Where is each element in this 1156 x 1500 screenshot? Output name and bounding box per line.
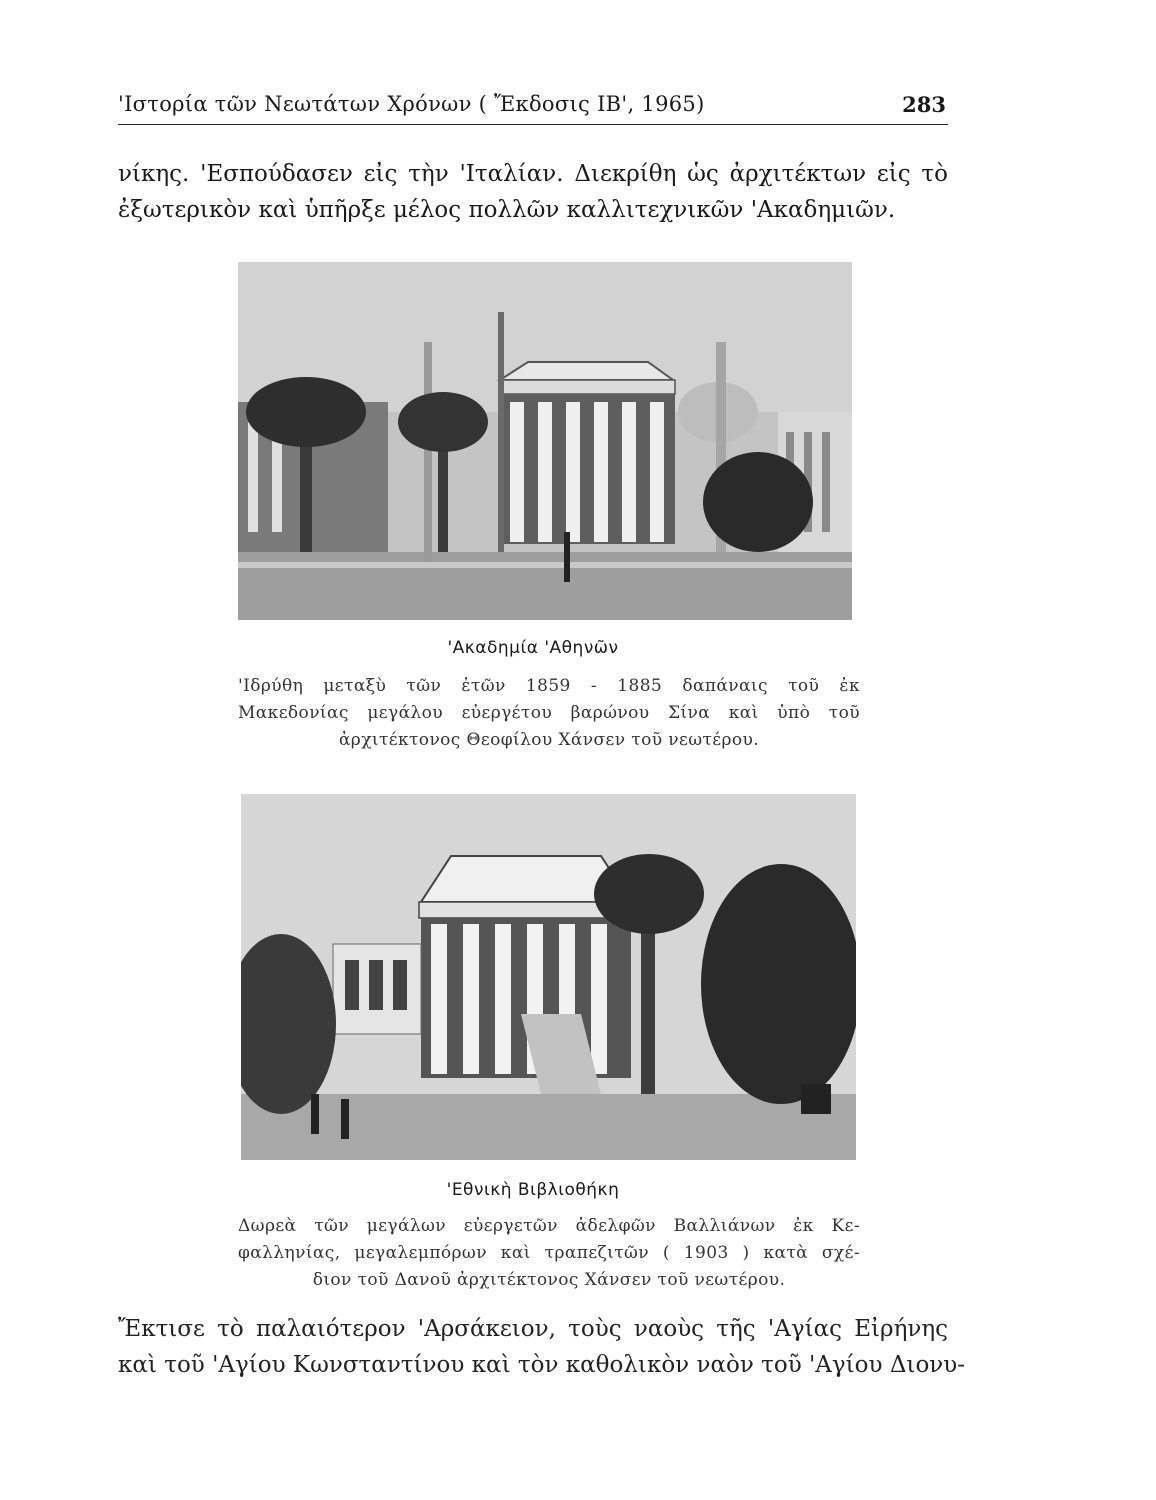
figure2-caption-line-3: διον τοῦ Δανοῦ ἀρχιτέκτονος Χάνσεν τοῦ νεωτέρου.	[312, 1270, 786, 1290]
intro-paragraph	[118, 156, 948, 228]
national-library-photo	[241, 794, 856, 1160]
figure1-caption-line-3: ἀρχιτέκτονος Θεοφίλου Χάνσεν τοῦ νεωτέρου.	[338, 730, 760, 750]
figure1-caption-line-1: 'Ιδρύθη μεταξὺ τῶν ἐτῶν 1859 - 1885 δαπάναις τοῦ ἐκ	[238, 676, 860, 696]
figure1-caption-title: 'Ακαδημία 'Αθηνῶν	[447, 638, 619, 658]
academy-of-athens-photo	[238, 262, 852, 620]
closing-line-2: καὶ τοῦ 'Αγίου Κωνσταντίνου καὶ τὸν καθολικὸν ναὸν τοῦ 'Αγίου Διονυ-	[118, 1352, 966, 1378]
closing-line-1: Ἔκτισε τὸ παλαιότερον 'Αρσάκειον, τοὺς ναοὺς τῆς 'Αγίας Εἰρήνης	[118, 1316, 948, 1342]
intro-line-2: ἐξωτερικὸν καὶ ὑπῆρξε μέλος πολλῶν καλλιτεχνικῶν 'Ακαδημιῶν.	[118, 197, 896, 223]
running-header	[118, 88, 948, 125]
figure2-caption-line-2: φαλληνίας, μεγαλεμπόρων καὶ τραπεζιτῶν ( 1903 ) κατὰ σχέ-	[238, 1243, 860, 1263]
figure1-caption	[238, 673, 860, 754]
figure2-caption-title: 'Εθνικὴ Βιβλιοθήκη	[446, 1180, 620, 1200]
page-number: 283	[902, 92, 946, 117]
running-title: 'Ιστορία τῶν Νεωτάτων Χρόνων ( Ἔκδοσις ΙΒ', 1965)	[118, 92, 705, 116]
figure2-caption	[238, 1213, 860, 1294]
closing-paragraph	[118, 1311, 966, 1383]
figure1-caption-line-2: Μακεδονίας μεγάλου εὐεργέτου βαρώνου Σίνα καὶ ὑπὸ τοῦ	[238, 703, 860, 723]
intro-line-1: νίκης. 'Εσπούδασεν εἰς τὴν 'Ιταλίαν. Διεκρίθη ὡς ἀρχιτέκτων εἰς τὸ	[118, 161, 948, 187]
figure2-caption-line-1: Δωρεὰ τῶν μεγάλων εὐεργετῶν ἀδελφῶν Βαλλιάνων ἐκ Κε-	[238, 1216, 860, 1236]
